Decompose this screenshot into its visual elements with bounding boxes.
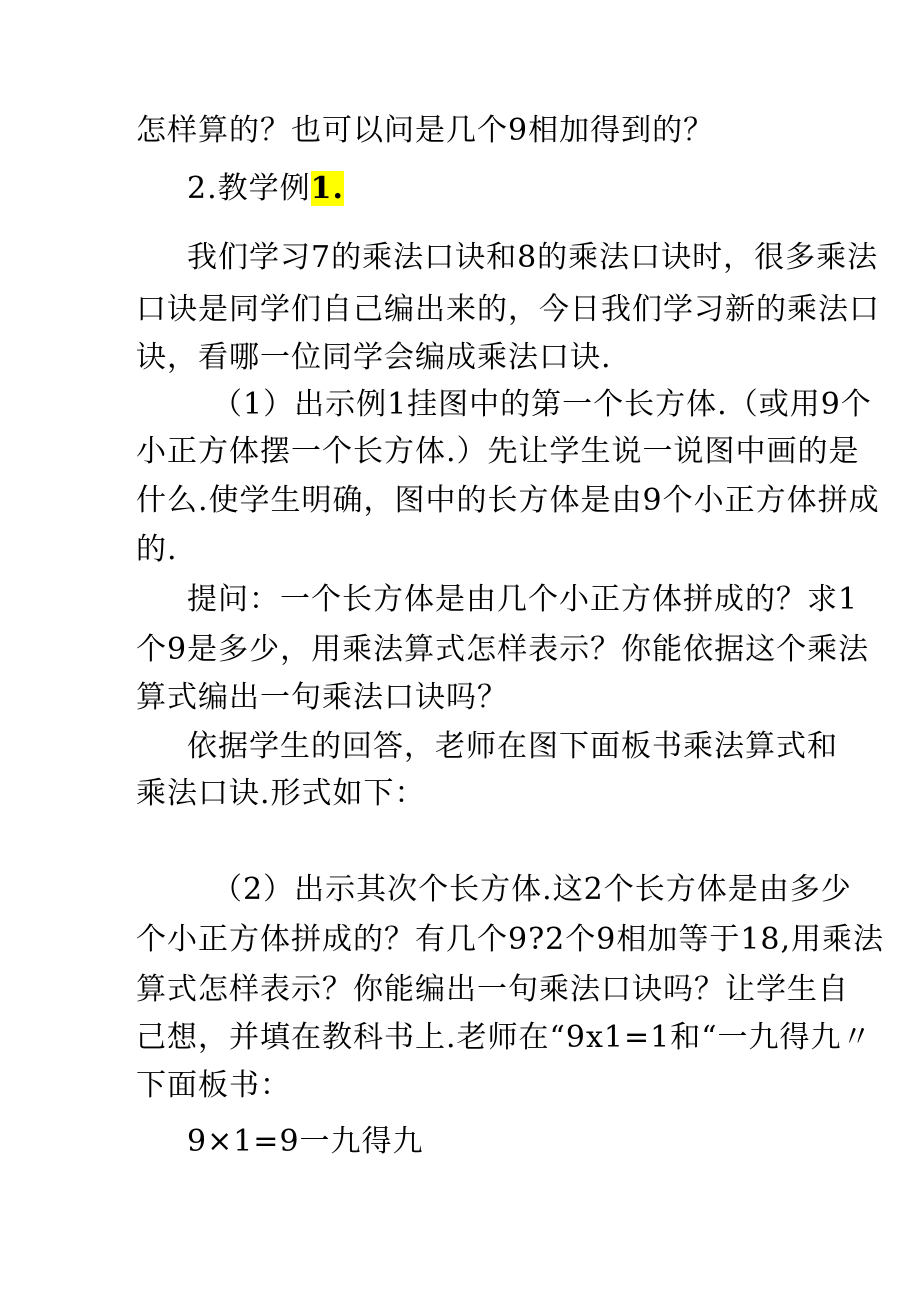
text-line-13: 依据学生的回答，老师在图下面板书乘法算式和: [187, 729, 838, 764]
text-line-16: 个小正方体拼成的？有几个9?2个9相加等于18,用乘法: [136, 922, 885, 957]
equation-line: 9×1=9一九得九: [187, 1124, 424, 1159]
text-line-12: 算式编出一句乘法口诀吗？: [136, 680, 508, 715]
text-line-10: 提问：一个长方体是由几个小正方体拼成的？求1: [187, 582, 859, 617]
section-heading-text: 2.教学例: [187, 171, 311, 206]
highlighted-number: 1.: [310, 171, 344, 206]
text-line-8: 什么.使学生明确，图中的长方体是由9个小正方体拼成: [136, 483, 880, 518]
text-line-9: 的.: [136, 532, 178, 567]
text-line-6: （1）出示例1挂图中的第一个长方体.（或用9个: [212, 387, 872, 422]
text-line-14: 乘法口诀.形式如下：: [136, 776, 426, 811]
text-line-17: 算式怎样表示？你能编出一句乘法口诀吗？让学生自: [136, 972, 849, 1007]
text-line-1: 怎样算的？也可以问是几个9相加得到的？: [136, 113, 715, 148]
text-line-7: 小正方体摆一个长方体.）先让学生说一说图中画的是: [136, 434, 860, 469]
section-heading: [187, 169, 344, 209]
text-line-18: 己想，并填在教科书上.老师在“9x1=1和“一九得九〃: [136, 1020, 873, 1055]
text-line-3: 我们学习7的乘法口诀和8的乘法口诀时，很多乘法: [187, 240, 879, 275]
text-line-15: （2）出示其次个长方体.这2个长方体是由多少: [212, 872, 852, 907]
text-line-19: 下面板书：: [136, 1068, 291, 1103]
text-line-11: 个9是多少，用乘法算式怎样表示？你能依据这个乘法: [136, 632, 870, 667]
text-line-5: 诀，看哪一位同学会编成乘法口诀.: [136, 340, 612, 375]
text-line-4: 口诀是同学们自己编出来的，今日我们学习新的乘法口: [136, 292, 880, 327]
